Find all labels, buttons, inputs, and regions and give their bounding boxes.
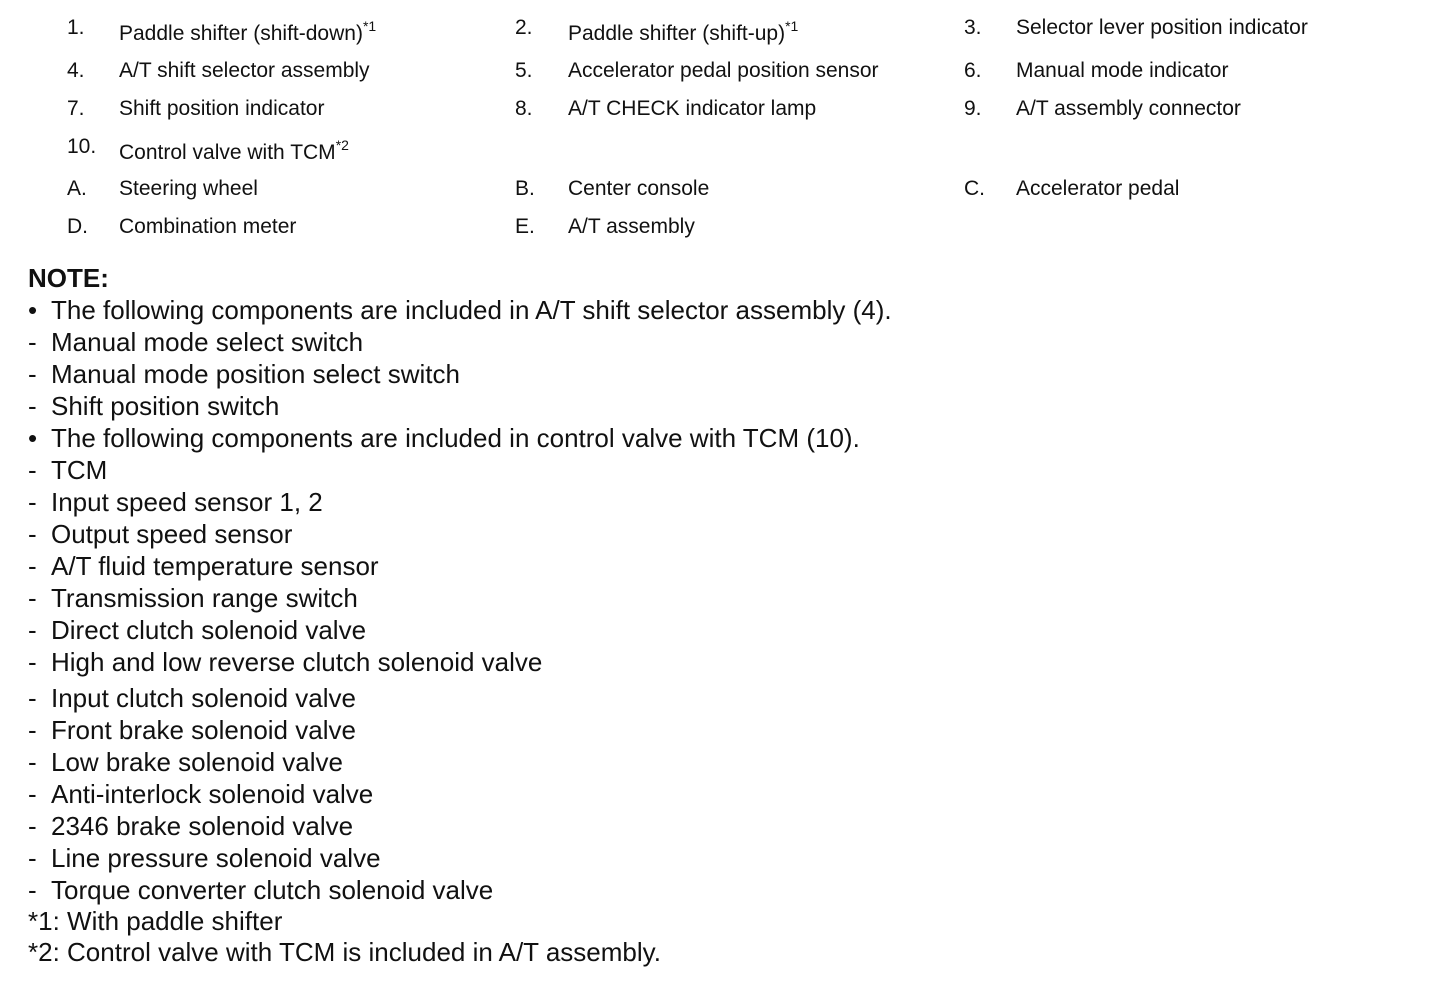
- legend-number: C.: [964, 177, 985, 200]
- note-subitem: [28, 842, 1428, 874]
- note-text: Torque converter clutch solenoid valve: [51, 875, 494, 905]
- legend-number: D.: [67, 215, 88, 238]
- note-subitem: [28, 358, 1428, 390]
- component-legend: [0, 0, 1456, 260]
- note-text: Manual mode select switch: [51, 327, 364, 357]
- legend-label: Center console: [568, 177, 710, 200]
- dash-marker: -: [28, 391, 37, 421]
- note-title: NOTE:: [28, 263, 109, 293]
- legend-item: [568, 18, 799, 46]
- footnote-ref: *1: [785, 18, 799, 34]
- note-subitem: [28, 582, 1428, 614]
- dash-marker: -: [28, 875, 37, 905]
- legend-label: A/T assembly connector: [1016, 97, 1241, 120]
- dash-marker: -: [28, 359, 37, 389]
- legend-number: A.: [67, 177, 87, 200]
- note-text: Anti-interlock solenoid valve: [51, 779, 374, 809]
- note-text: 2346 brake solenoid valve: [51, 811, 354, 841]
- legend-number: B.: [515, 177, 535, 200]
- legend-item: [1016, 59, 1228, 83]
- legend-item: [119, 215, 296, 239]
- note-text: A/T fluid temperature sensor: [51, 551, 379, 581]
- legend-item: [119, 18, 377, 46]
- dash-marker: -: [28, 843, 37, 873]
- footnote: *2: Control valve with TCM is included in A/T assembly.: [28, 937, 661, 967]
- legend-item: [1016, 177, 1179, 201]
- legend-item: [119, 59, 370, 83]
- note-text: The following components are included in control valve with TCM (10).: [51, 423, 860, 453]
- legend-label: Steering wheel: [119, 177, 258, 200]
- note-subitem: [28, 486, 1428, 518]
- legend-label: Accelerator pedal position sensor: [568, 59, 879, 82]
- dash-marker: -: [28, 583, 37, 613]
- note-text: The following components are included in A/T shift selector assembly (4).: [51, 295, 892, 325]
- note-text: Manual mode position select switch: [51, 359, 460, 389]
- dash-marker: -: [28, 683, 37, 713]
- note-subitem: [28, 810, 1428, 842]
- legend-label: Accelerator pedal: [1016, 177, 1180, 200]
- dash-marker: -: [28, 327, 37, 357]
- legend-label: Manual mode indicator: [1016, 59, 1229, 82]
- note-subitem: [28, 874, 1428, 906]
- dash-marker: -: [28, 811, 37, 841]
- note-subitem: [28, 550, 1428, 582]
- legend-item: [119, 97, 324, 121]
- note-text: High and low reverse clutch solenoid valve: [51, 647, 543, 677]
- footnote-ref: *1: [362, 18, 377, 34]
- legend-item: [568, 59, 879, 83]
- legend-label: Paddle shifter (shift-down): [119, 22, 363, 45]
- dash-marker: -: [28, 487, 37, 517]
- note-text: Shift position switch: [51, 391, 280, 421]
- footnote: *1: With paddle shifter: [28, 906, 283, 936]
- note-subitem: [28, 614, 1428, 646]
- note-text: Front brake solenoid valve: [51, 715, 356, 745]
- dash-marker: -: [28, 551, 37, 581]
- dash-marker: -: [28, 615, 37, 645]
- legend-item: [568, 215, 695, 239]
- legend-item: [119, 177, 258, 201]
- note-subitem: [28, 518, 1428, 550]
- note-text: Output speed sensor: [51, 519, 293, 549]
- note-subitem: [28, 714, 1428, 746]
- note-text: TCM: [51, 455, 108, 485]
- note-subitem: [28, 746, 1428, 778]
- legend-label: Control valve with TCM: [119, 141, 336, 164]
- legend-number: 7.: [67, 97, 85, 120]
- dash-marker: -: [28, 455, 37, 485]
- legend-label: A/T CHECK indicator lamp: [568, 97, 817, 120]
- legend-label: Combination meter: [119, 215, 297, 238]
- legend-number: 2.: [515, 16, 533, 39]
- note-subitem: [28, 390, 1428, 422]
- legend-number: 3.: [964, 16, 982, 39]
- legend-number: 6.: [964, 59, 982, 82]
- dash-marker: -: [28, 747, 37, 777]
- legend-item: [568, 97, 816, 121]
- legend-number: 5.: [515, 59, 533, 82]
- legend-number: 4.: [67, 59, 85, 82]
- legend-item: [568, 177, 709, 201]
- note-subitem: [28, 646, 1428, 678]
- note-subitem: [28, 682, 1428, 714]
- dash-marker: -: [28, 519, 37, 549]
- note-text: Input speed sensor 1, 2: [51, 487, 323, 517]
- legend-label: Shift position indicator: [119, 97, 325, 120]
- note-subitem: [28, 454, 1428, 486]
- note-text: Direct clutch solenoid valve: [51, 615, 367, 645]
- legend-label: Selector lever position indicator: [1016, 16, 1308, 39]
- legend-item: [1016, 97, 1241, 121]
- note-subitem: [28, 326, 1428, 358]
- note-text: Line pressure solenoid valve: [51, 843, 381, 873]
- note-text: Transmission range switch: [51, 583, 358, 613]
- note-subitem: [28, 778, 1428, 810]
- legend-item: [119, 137, 349, 165]
- legend-label: Paddle shifter (shift-up): [568, 22, 786, 45]
- legend-item: [1016, 16, 1308, 40]
- legend-number: 1.: [67, 16, 85, 39]
- note-text: Low brake solenoid valve: [51, 747, 343, 777]
- note-bullet: [28, 422, 1428, 454]
- legend-number: E.: [515, 215, 535, 238]
- dash-marker: -: [28, 779, 37, 809]
- dash-marker: -: [28, 647, 37, 677]
- legend-number: 10.: [67, 135, 97, 158]
- note-section: [28, 262, 1428, 968]
- bullet-marker: •: [28, 423, 38, 453]
- note-text: Input clutch solenoid valve: [51, 683, 356, 713]
- legend-label: A/T shift selector assembly: [119, 59, 370, 82]
- legend-number: 9.: [964, 97, 982, 120]
- note-bullet: [28, 294, 1428, 326]
- bullet-marker: •: [28, 295, 38, 325]
- footnote-ref: *2: [335, 137, 349, 153]
- legend-number: 8.: [515, 97, 533, 120]
- legend-label: A/T assembly: [568, 215, 695, 238]
- dash-marker: -: [28, 715, 37, 745]
